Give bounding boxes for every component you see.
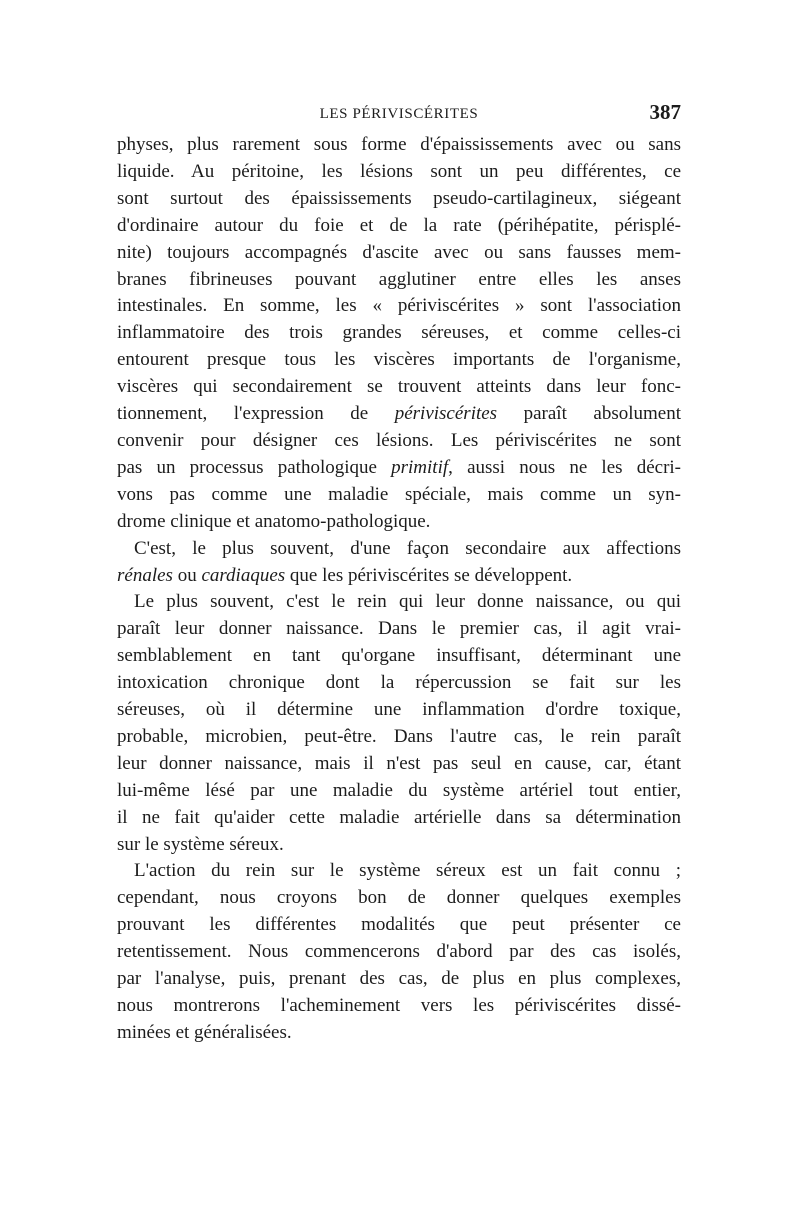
text-line xyxy=(117,832,681,859)
text-run: nite) toujours accompagnés d'ascite avec ou sans fausses mem- xyxy=(117,241,681,263)
text-line xyxy=(117,778,681,805)
text-line xyxy=(117,939,681,966)
text-line xyxy=(117,912,681,939)
text-run: d'ordinaire autour du foie et de la rate (périhépatite, périsplé- xyxy=(117,214,681,236)
paragraph xyxy=(117,858,681,1046)
text-line xyxy=(117,966,681,993)
text-run: retentissement. Nous commencerons d'abord par des cas isolés, xyxy=(117,941,681,963)
paragraph xyxy=(117,589,681,858)
text-run: inflammatoire des trois grandes séreuses, et comme celles-ci xyxy=(117,322,681,344)
text-run: convenir pour désigner ces lésions. Les périviscérites ne sont xyxy=(117,429,681,451)
text-run: leur donner naissance, mais il n'est pas seul en cause, car, étant xyxy=(117,752,681,774)
text-line xyxy=(117,293,681,320)
paragraph xyxy=(117,132,681,536)
text-run: que les périviscérites se développent. xyxy=(285,564,573,586)
text-line xyxy=(117,563,681,590)
text-run: prouvant les différentes modalités que peut présenter ce xyxy=(117,914,681,936)
text-line xyxy=(117,697,681,724)
text-run: liquide. Au péritoine, les lésions sont un peu différentes, ce xyxy=(117,160,681,182)
text-line xyxy=(117,267,681,294)
text-line xyxy=(117,186,681,213)
italic-term: rénales xyxy=(117,564,173,586)
text-line xyxy=(117,401,681,428)
text-line xyxy=(117,213,681,240)
italic-term: cardiaques xyxy=(201,564,286,586)
page-number: 387 xyxy=(649,100,681,124)
text-run: paraît leur donner naissance. Dans le premier cas, il agit vrai- xyxy=(117,618,681,640)
body-text xyxy=(117,132,681,1047)
text-run: semblablement en tant qu'organe insuffisant, déterminant une xyxy=(117,645,681,667)
text-run: drome clinique et anatomo-pathologique. xyxy=(117,510,431,532)
text-line xyxy=(117,724,681,751)
text-line xyxy=(117,320,681,347)
text-line xyxy=(117,805,681,832)
text-line xyxy=(117,885,681,912)
text-run: probable, microbien, peut-être. Dans l'autre cas, le rein paraît xyxy=(117,725,681,747)
text-line xyxy=(117,482,681,509)
text-run: entourent presque tous les viscères importants de l'organisme, xyxy=(117,349,681,371)
text-line xyxy=(117,455,681,482)
text-run: il ne fait qu'aider cette maladie artérielle dans sa détermination xyxy=(117,806,681,828)
italic-term: primitif xyxy=(391,456,449,478)
text-line xyxy=(117,1020,681,1047)
text-line xyxy=(117,643,681,670)
italic-term: périviscérites xyxy=(394,403,498,425)
text-line xyxy=(117,670,681,697)
text-run: , aussi nous ne les décri- xyxy=(448,456,682,478)
text-run: sont surtout des épaississements pseudo-cartilagineux, siégeant xyxy=(117,187,681,209)
text-line xyxy=(117,509,681,536)
text-line xyxy=(117,240,681,267)
text-line xyxy=(117,536,681,563)
text-run: intoxication chronique dont la répercussion se fait sur les xyxy=(117,672,681,694)
text-line xyxy=(117,858,681,885)
text-run: vons pas comme une maladie spéciale, mais comme un syn- xyxy=(117,483,681,505)
text-run: minées et généralisées. xyxy=(117,1021,292,1043)
running-title: LES PÉRIVISCÉRITES xyxy=(319,106,479,122)
text-line xyxy=(117,751,681,778)
text-run: nous montrerons l'acheminement vers les périviscérites dissé- xyxy=(117,995,681,1016)
text-run: physes, plus rarement sous forme d'épaississements avec ou sans xyxy=(117,134,681,155)
text-run: sur le système séreux. xyxy=(117,833,284,855)
text-run: C'est, le plus souvent, d'une façon secondaire aux affections xyxy=(134,537,681,559)
text-run: Le plus souvent, c'est le rein qui leur donne naissance, ou qui xyxy=(134,591,681,613)
running-head xyxy=(117,100,681,130)
text-run: intestinales. En somme, les « périviscérites » sont l'association xyxy=(117,295,681,317)
text-line xyxy=(117,616,681,643)
text-line xyxy=(117,589,681,616)
text-run: branes fibrineuses pouvant agglutiner entre elles les anses xyxy=(117,268,681,290)
text-run: lui-même lésé par une maladie du système artériel tout entier, xyxy=(117,779,681,801)
text-line xyxy=(117,993,681,1020)
text-run: L'action du rein sur le système séreux est un fait connu ; xyxy=(134,860,681,882)
text-line xyxy=(117,347,681,374)
text-line xyxy=(117,428,681,455)
text-line xyxy=(117,374,681,401)
text-line xyxy=(117,159,681,186)
text-run: viscères qui secondairement se trouvent atteints dans leur fonc- xyxy=(117,376,681,398)
text-line xyxy=(117,132,681,159)
text-run: par l'analyse, puis, prenant des cas, de plus en plus complexes, xyxy=(117,968,681,990)
text-run: cependant, nous croyons bon de donner quelques exemples xyxy=(117,887,681,909)
text-run: paraît absolument xyxy=(497,403,681,425)
text-run: pas un processus pathologique xyxy=(117,456,392,478)
text-run: séreuses, où il détermine une inflammation d'ordre toxique, xyxy=(117,699,681,721)
text-run: ou xyxy=(172,564,202,586)
paragraph xyxy=(117,536,681,590)
text-run: tionnement, l'expression de xyxy=(117,403,395,425)
